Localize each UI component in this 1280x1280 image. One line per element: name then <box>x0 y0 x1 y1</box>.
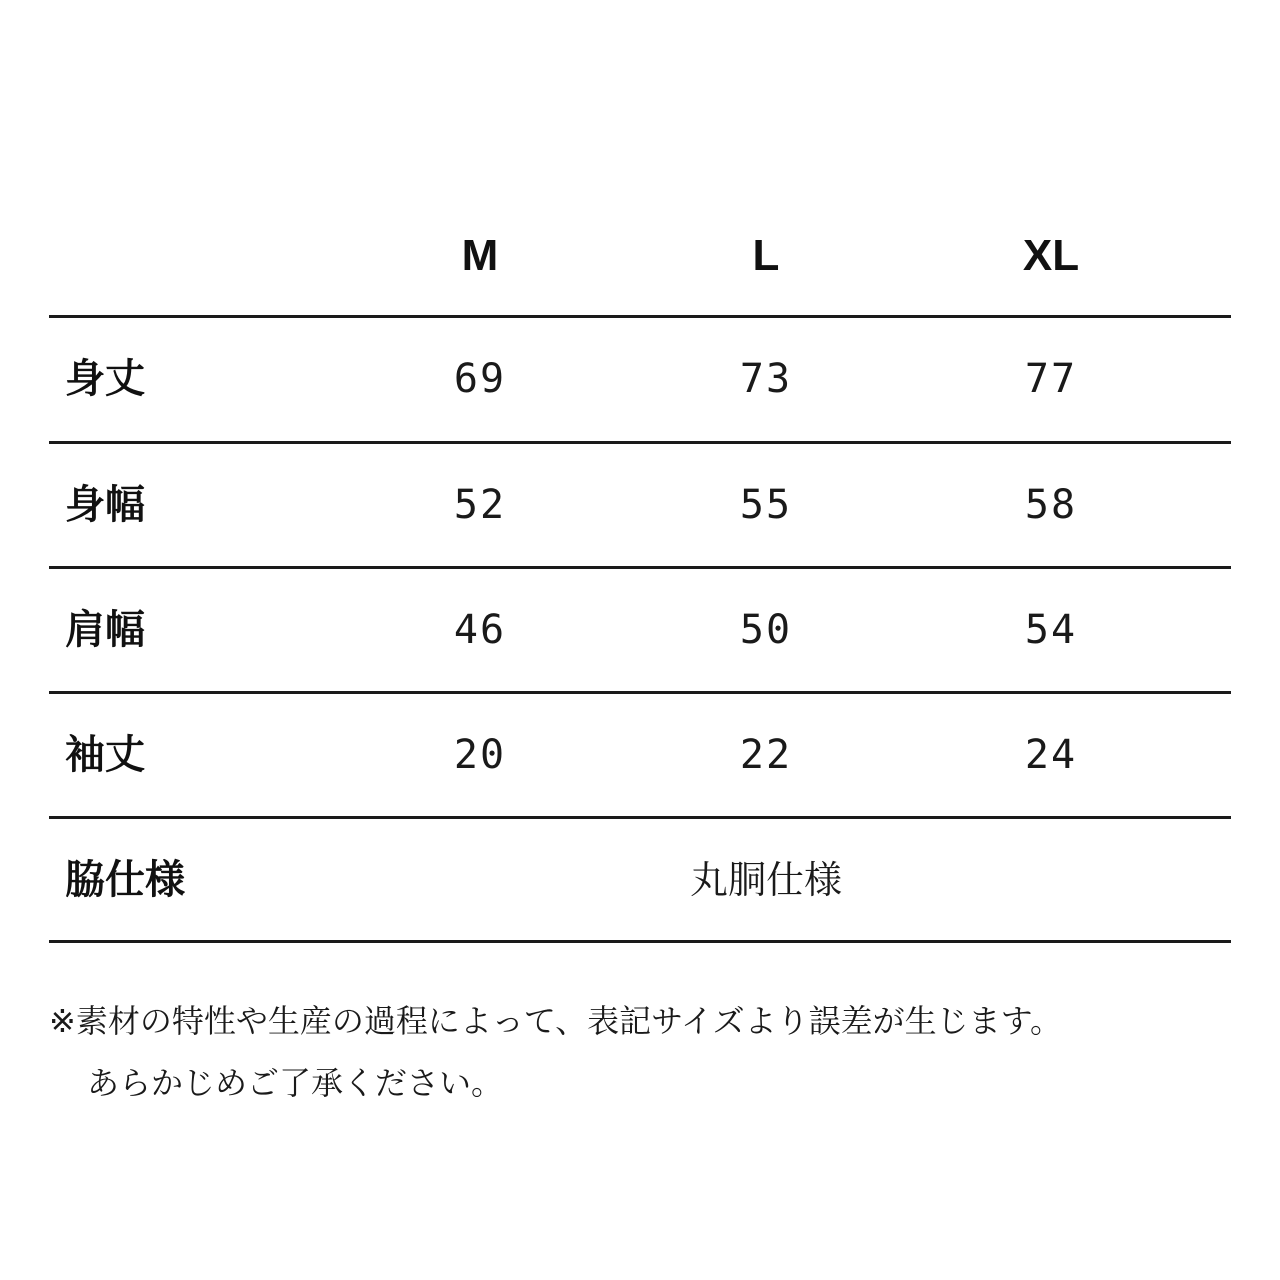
size-disclaimer-note <box>49 990 1249 1114</box>
cell-l: 50 <box>739 607 793 653</box>
cell-xl: 77 <box>1024 356 1078 402</box>
size-column-xl: XL <box>1022 231 1080 280</box>
row-label: 脇仕様 <box>65 857 185 903</box>
row-label: 肩幅 <box>65 607 145 653</box>
table-row-side-spec <box>49 819 1231 941</box>
note-line-2: あらかじめご了承ください。 <box>87 1064 504 1102</box>
cell-m: 69 <box>453 356 507 402</box>
cell-l: 73 <box>739 356 793 402</box>
cell-l: 22 <box>739 732 793 778</box>
cell-xl: 58 <box>1024 482 1078 528</box>
size-header-row <box>49 220 1231 292</box>
note-line-1: ※素材の特性や生産の過程によって、表記サイズより誤差が生じます。 <box>49 1002 1063 1040</box>
cell-xl: 54 <box>1024 607 1078 653</box>
table-row-sleeve-length <box>49 694 1231 816</box>
table-row-shoulder-width <box>49 569 1231 691</box>
table-row-body-length <box>49 318 1231 440</box>
row-label: 袖丈 <box>65 732 145 778</box>
cell-xl: 24 <box>1024 732 1078 778</box>
cell-l: 55 <box>739 482 793 528</box>
size-column-m: M <box>461 231 499 280</box>
table-divider <box>49 940 1231 943</box>
cell-m: 52 <box>453 482 507 528</box>
side-spec-value: 丸胴仕様 <box>689 858 842 902</box>
size-column-l: L <box>752 231 780 280</box>
cell-m: 20 <box>453 732 507 778</box>
row-label: 身丈 <box>65 356 145 402</box>
table-row-body-width <box>49 444 1231 566</box>
row-label: 身幅 <box>65 482 145 528</box>
cell-m: 46 <box>453 607 507 653</box>
